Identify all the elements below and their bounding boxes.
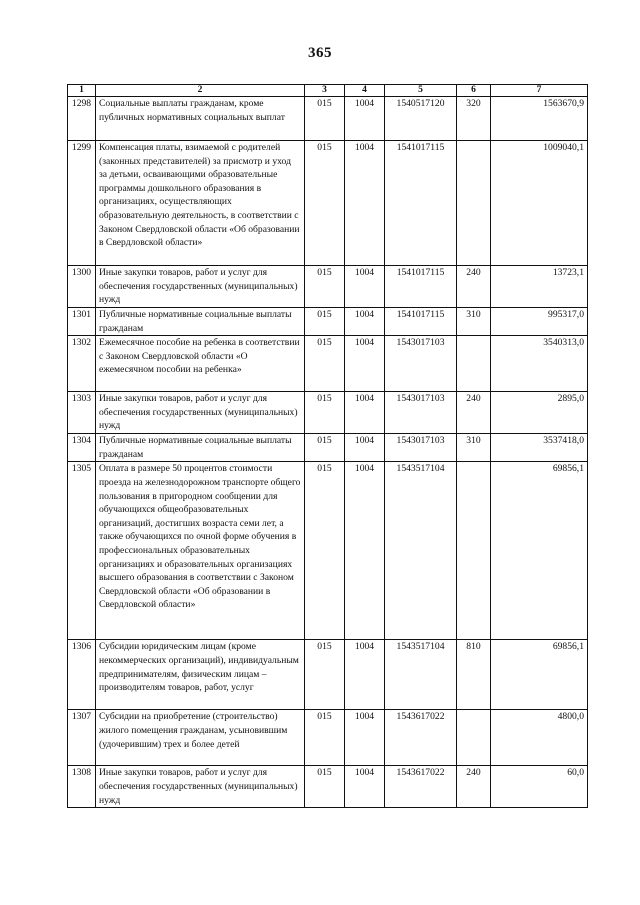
ministry-code: 015 — [305, 392, 345, 434]
table-body — [68, 97, 588, 808]
target-article-code: 1543017103 — [385, 434, 457, 462]
table-row — [68, 392, 588, 434]
row-description: Оплата в размере 50 процентов стоимости проезда на железнодорожном транспорте общего пользования в пригородном сообщении для обучающихся общеобразовательных организаций, достигших возраста семи лет, а также обучающихся по очной форме обучения в профессиональных образовательных организациях и образовательных организациях высшего образования в соответствии с Законом Свердловской области «Об образовании в Свердловской области» — [96, 462, 305, 640]
target-article-code: 1541017115 — [385, 141, 457, 266]
column-header: 2 — [96, 85, 305, 97]
table-row — [68, 766, 588, 808]
column-header: 6 — [457, 85, 491, 97]
row-number: 1301 — [68, 308, 96, 336]
ministry-code: 015 — [305, 462, 345, 640]
row-description: Публичные нормативные социальные выплаты гражданам — [96, 434, 305, 462]
row-number: 1302 — [68, 336, 96, 392]
amount: 13723,1 — [491, 266, 588, 308]
column-header: 1 — [68, 85, 96, 97]
ministry-code: 015 — [305, 97, 345, 141]
row-description: Публичные нормативные социальные выплаты гражданам — [96, 308, 305, 336]
column-header: 7 — [491, 85, 588, 97]
amount: 69856,1 — [491, 640, 588, 710]
section-code: 1004 — [345, 710, 385, 766]
section-code: 1004 — [345, 97, 385, 141]
table-row — [68, 97, 588, 141]
ministry-code: 015 — [305, 308, 345, 336]
section-code: 1004 — [345, 434, 385, 462]
row-description: Социальные выплаты гражданам, кроме публичных нормативных социальных выплат — [96, 97, 305, 141]
row-number: 1300 — [68, 266, 96, 308]
section-code: 1004 — [345, 766, 385, 808]
table-row — [68, 640, 588, 710]
row-number: 1308 — [68, 766, 96, 808]
target-article-code: 1543617022 — [385, 710, 457, 766]
budget-table — [67, 84, 588, 808]
expense-type-code: 240 — [457, 766, 491, 808]
column-header: 3 — [305, 85, 345, 97]
header-row — [68, 85, 588, 97]
table-row — [68, 141, 588, 266]
ministry-code: 015 — [305, 434, 345, 462]
column-header: 4 — [345, 85, 385, 97]
target-article-code: 1540517120 — [385, 97, 457, 141]
expense-type-code: 240 — [457, 266, 491, 308]
target-article-code: 1543517104 — [385, 462, 457, 640]
table-row — [68, 462, 588, 640]
row-description: Ежемесячное пособие на ребенка в соответствии с Законом Свердловской области «О ежемесячном пособии на ребенка» — [96, 336, 305, 392]
expense-type-code — [457, 710, 491, 766]
table-row — [68, 710, 588, 766]
ministry-code: 015 — [305, 141, 345, 266]
target-article-code: 1541017115 — [385, 308, 457, 336]
row-description: Иные закупки товаров, работ и услуг для обеспечения государственных (муниципальных) нужд — [96, 266, 305, 308]
page-number: 365 — [308, 45, 332, 61]
expense-type-code — [457, 141, 491, 266]
ministry-code: 015 — [305, 266, 345, 308]
target-article-code: 1543517104 — [385, 640, 457, 710]
expense-type-code: 310 — [457, 434, 491, 462]
row-number: 1299 — [68, 141, 96, 266]
section-code: 1004 — [345, 640, 385, 710]
row-description: Иные закупки товаров, работ и услуг для обеспечения государственных (муниципальных) нужд — [96, 766, 305, 808]
column-header: 5 — [385, 85, 457, 97]
amount: 2895,0 — [491, 392, 588, 434]
row-number: 1307 — [68, 710, 96, 766]
section-code: 1004 — [345, 392, 385, 434]
target-article-code: 1541017115 — [385, 266, 457, 308]
ministry-code: 015 — [305, 336, 345, 392]
row-description: Компенсация платы, взимаемой с родителей (законных представителей) за присмотр и уход за детьми, осваивающими образовательные программы дошкольного образования в организациях, осуществляющих образовательную деятельность, в соответствии с Законом Свердловской области «Об образовании в Свердловской области» — [96, 141, 305, 266]
amount: 4800,0 — [491, 710, 588, 766]
expense-type-code: 240 — [457, 392, 491, 434]
ministry-code: 015 — [305, 766, 345, 808]
target-article-code: 1543017103 — [385, 336, 457, 392]
section-code: 1004 — [345, 308, 385, 336]
row-description: Субсидии на приобретение (строительство) жилого помещения гражданам, усыновившим (удочерившим) трех и более детей — [96, 710, 305, 766]
ministry-code: 015 — [305, 640, 345, 710]
section-code: 1004 — [345, 462, 385, 640]
row-description: Субсидии юридическим лицам (кроме некоммерческих организаций), индивидуальным предпринимателям, физическим лицам – производителям товаров, работ, услуг — [96, 640, 305, 710]
amount: 3537418,0 — [491, 434, 588, 462]
table-row — [68, 336, 588, 392]
amount: 69856,1 — [491, 462, 588, 640]
ministry-code: 015 — [305, 710, 345, 766]
section-code: 1004 — [345, 266, 385, 308]
row-number: 1298 — [68, 97, 96, 141]
amount: 3540313,0 — [491, 336, 588, 392]
target-article-code: 1543617022 — [385, 766, 457, 808]
expense-type-code — [457, 336, 491, 392]
amount: 995317,0 — [491, 308, 588, 336]
row-number: 1306 — [68, 640, 96, 710]
table-row — [68, 308, 588, 336]
table-row — [68, 266, 588, 308]
amount: 1009040,1 — [491, 141, 588, 266]
expense-type-code: 320 — [457, 97, 491, 141]
expense-type-code — [457, 462, 491, 640]
target-article-code: 1543017103 — [385, 392, 457, 434]
amount: 1563670,9 — [491, 97, 588, 141]
row-number: 1304 — [68, 434, 96, 462]
expense-type-code: 810 — [457, 640, 491, 710]
row-number: 1303 — [68, 392, 96, 434]
row-number: 1305 — [68, 462, 96, 640]
section-code: 1004 — [345, 336, 385, 392]
table-row — [68, 434, 588, 462]
row-description: Иные закупки товаров, работ и услуг для обеспечения государственных (муниципальных) нужд — [96, 392, 305, 434]
section-code: 1004 — [345, 141, 385, 266]
amount: 60,0 — [491, 766, 588, 808]
expense-type-code: 310 — [457, 308, 491, 336]
